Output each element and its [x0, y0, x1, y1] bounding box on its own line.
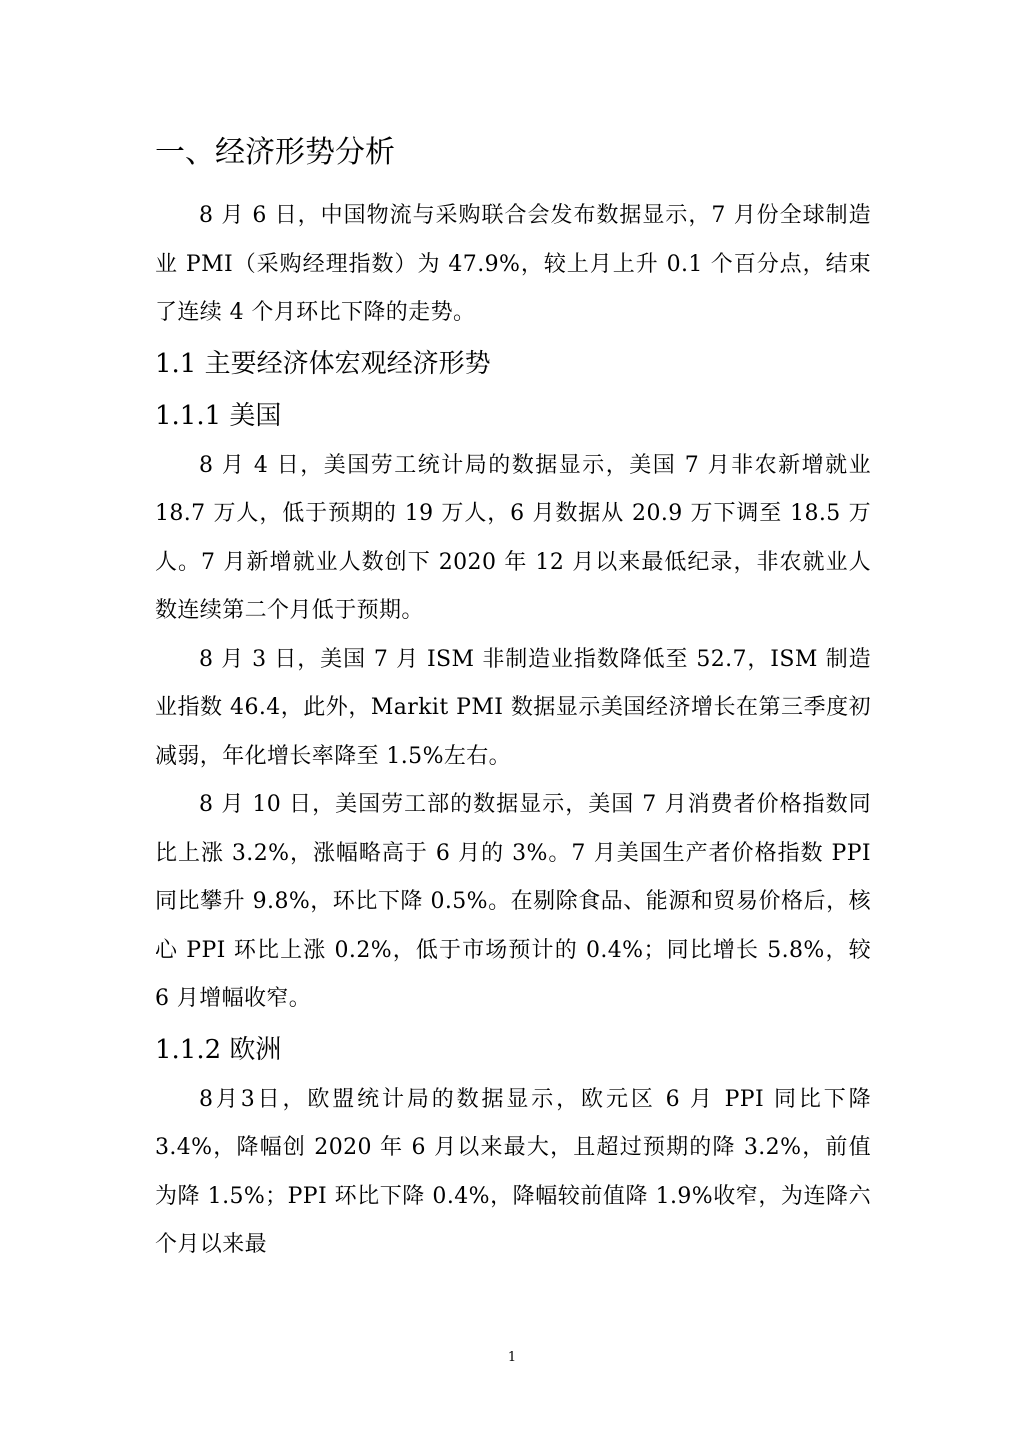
paragraph-eu-ppi: 8月3日，欧盟统计局的数据显示，欧元区 6 月 PPI 同比下降 3.4%，降幅创 2020 年 6 月以来最大，且超过预期的降 3.2%，前值为降 1.5%；PPI 环比下降 0.4%，降幅较前值降 1.9%收窄，为连降六个月以来最 [155, 1086, 871, 1257]
paragraph-global-pmi: 8 月 6 日，中国物流与采购联合会发布数据显示，7 月份全球制造业 PMI（采购经理指数）为 47.9%，较上月上升 0.1 个百分点，结束了连续 4 个月环比下降的走势。 [155, 203, 871, 325]
page-content [155, 126, 871, 1270]
paragraph-us-cpi-ppi: 8 月 10 日，美国劳工部的数据显示，美国 7 月消费者价格指数同比上涨 3.2%，涨幅略高于 6 月的 3%。7 月美国生产者价格指数 PPI 同比攀升 9.8%，环比下降 0.5%。在剔除食品、能源和贸易价格后，核心 PPI 环比上涨 0.2%，低于市场预计的 0.4%；同比增长 5.8%，较 6 月增幅收窄。 [155, 792, 871, 1011]
section-heading-economic-analysis: 一、经济形势分析 [155, 135, 395, 170]
paragraph-us-ism: 8 月 3 日，美国 7 月 ISM 非制造业指数降低至 52.7，ISM 制造业指数 46.4，此外，Markit PMI 数据显示美国经济增长在第三季度初减弱，年化增长率降至 1.5%左右。 [155, 646, 871, 769]
section-heading-usa: 1.1.1 美国 [155, 400, 282, 431]
page-number: 1 [507, 1350, 517, 1365]
paragraph-us-nonfarm: 8 月 4 日，美国劳工统计局的数据显示，美国 7 月非农新增就业 18.7 万人，低于预期的 19 万人，6 月数据从 20.9 万下调至 18.5 万人。7 月新增就业人数创下 2020 年 12 月以来最低纪录，非农就业人数连续第二个月低于预期。 [155, 452, 871, 623]
section-heading-major-economies: 1.1 主要经济体宏观经济形势 [155, 348, 491, 379]
section-heading-europe: 1.1.2 欧洲 [155, 1034, 282, 1065]
